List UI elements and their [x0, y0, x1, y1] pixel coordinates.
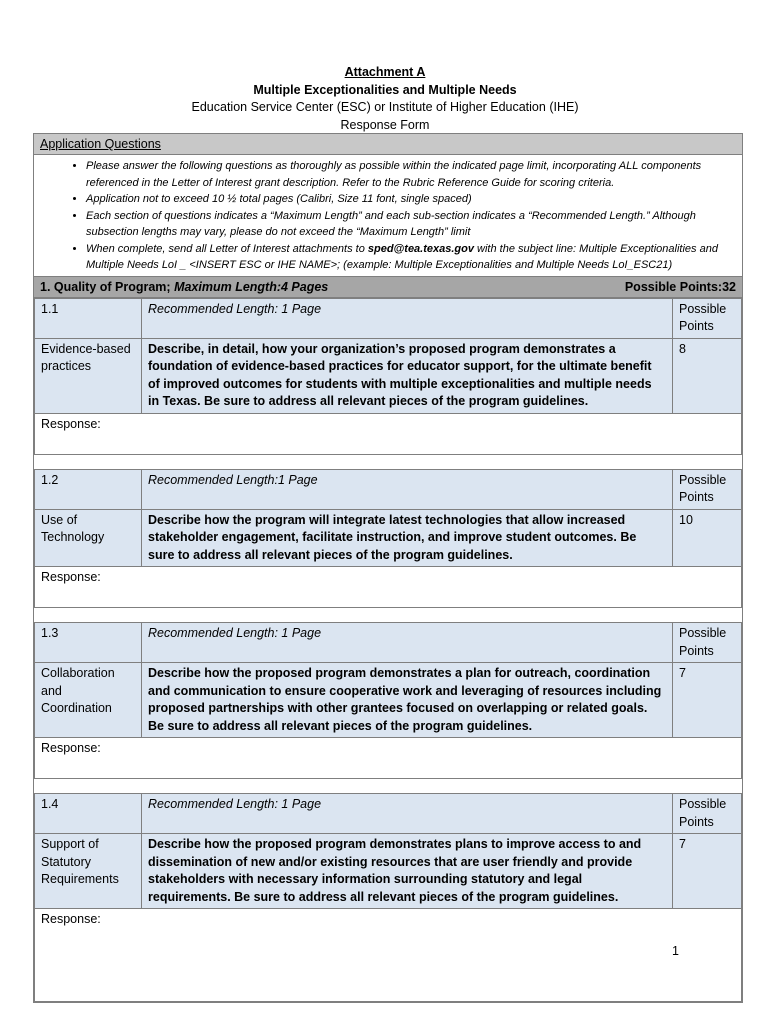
instruction-item: • When complete, send all Letter of Interest attachments to sped@tea.texas.gov with the subject line: Multiple Exceptionalities and Multiple Needs LoI _ <INSERT ESC or IHE NAME>; (example: Multiple Exceptionalities and Multiple Needs LoI_ESC21): [86, 241, 732, 274]
response-form-table: [33, 133, 743, 1003]
question-header-row: [35, 298, 742, 338]
response-row[interactable]: [35, 413, 742, 454]
question-points: 7: [673, 663, 742, 738]
question-topic: Use of Technology: [35, 509, 142, 567]
possible-points-label: Possible Points: [673, 623, 742, 663]
response-field[interactable]: [35, 738, 742, 779]
form-name: Response Form: [340, 117, 430, 132]
question-row: [35, 663, 742, 738]
recommended-length: Recommended Length: 1 Page: [142, 298, 673, 338]
possible-points-label: Possible Points: [673, 469, 742, 509]
response-field[interactable]: [35, 909, 742, 1002]
question-points: 7: [673, 834, 742, 909]
question-header-row: [35, 794, 742, 834]
document-header: [0, 64, 770, 134]
question-description: Describe how the proposed program demonstrates a plan for outreach, coordination and communication to ensure cooperative work and leveraging of resources including proposed partnerships with other grantees focused on overlapping or related goals. Be sure to address all relevant pieces of the program guidelines.: [142, 663, 673, 738]
question-number: 1.3: [35, 623, 142, 663]
response-label: Response:: [41, 570, 101, 584]
question-description: Describe how the proposed program demonstrates plans to improve access to and dissemination of new and/or existing resources that are user friendly and provide stakeholders with necessary information surrounding statutory and legal requirements. Be sure to address all relevant pieces of the program guidelines.: [142, 834, 673, 909]
recommended-length: Recommended Length: 1 Page: [142, 623, 673, 663]
section-possible-points: Possible Points:32: [624, 279, 736, 294]
question-topic: Support of Statutory Requirements: [35, 834, 142, 909]
question-row: [35, 834, 742, 909]
document-subtitle: Education Service Center (ESC) or Institute of Higher Education (IHE): [191, 100, 579, 114]
question-topic: Evidence-based practices: [35, 338, 142, 413]
document-title: Multiple Exceptionalities and Multiple Needs: [253, 82, 517, 97]
response-label: Response:: [41, 912, 101, 926]
recommended-length: Recommended Length:1 Page: [142, 469, 673, 509]
possible-points-label: Possible Points: [673, 794, 742, 834]
response-row[interactable]: [35, 909, 742, 1002]
question-number: 1.1: [35, 298, 142, 338]
recommended-length: Recommended Length: 1 Page: [142, 794, 673, 834]
application-questions-header: Application Questions: [34, 134, 742, 155]
question-row: [35, 509, 742, 567]
response-field[interactable]: [35, 413, 742, 454]
question-number: 1.2: [35, 469, 142, 509]
question-topic: Collaboration and Coordination: [35, 663, 142, 738]
instruction-item: • Each section of questions indicates a “Maximum Length” and each sub-section indicates a “Recommended Length.” Although subsection lengths may vary, please do not exceed the “Maximum Length” limit: [86, 208, 732, 241]
page-number: 1: [672, 944, 679, 958]
section-1-header: 1. Quality of Program; Maximum Length:4 Pages Possible Points:32: [34, 276, 742, 298]
question-points: 10: [673, 509, 742, 567]
row-spacer: [35, 454, 742, 469]
response-row[interactable]: [35, 738, 742, 779]
instruction-item: • Application not to exceed 10 ½ total pages (Calibri, Size 11 font, single spaced): [86, 191, 732, 208]
instructions-list: [34, 155, 742, 276]
question-header-row: [35, 469, 742, 509]
row-spacer: [35, 608, 742, 623]
question-points: 8: [673, 338, 742, 413]
row-spacer: [35, 779, 742, 794]
question-header-row: [35, 623, 742, 663]
response-label: Response:: [41, 416, 101, 431]
response-field[interactable]: [35, 567, 742, 608]
instruction-item: • Please answer the following questions as thoroughly as possible within the indicated page limit, incorporating ALL components referenced in the Letter of Interest grant description. Refer to the Rubric Reference Guide for scoring criteria.: [86, 158, 732, 191]
question-description: Describe, in detail, how your organization’s proposed program demonstrates a foundation of evidence-based practices for educator support, for the ultimate benefit of improved outcomes for students with multiple exceptionalities and multiple needs in Texas. Be sure to address all relevant pieces of the program guidelines.: [142, 338, 673, 413]
questions-table: [34, 298, 742, 1003]
question-description: Describe how the program will integrate latest technologies that allow increased stakeholder engagement, facilitate instruction, and improve student outcomes. Be sure to address all relevant pieces of the program guidelines.: [142, 509, 673, 567]
attachment-title: Attachment A: [344, 65, 426, 79]
question-row: [35, 338, 742, 413]
question-number: 1.4: [35, 794, 142, 834]
possible-points-label: Possible Points: [673, 298, 742, 338]
response-row[interactable]: [35, 567, 742, 608]
response-label: Response:: [41, 741, 101, 755]
email-link[interactable]: sped@tea.texas.gov: [367, 242, 474, 255]
section-max-length: Maximum Length:4 Pages: [174, 279, 329, 294]
